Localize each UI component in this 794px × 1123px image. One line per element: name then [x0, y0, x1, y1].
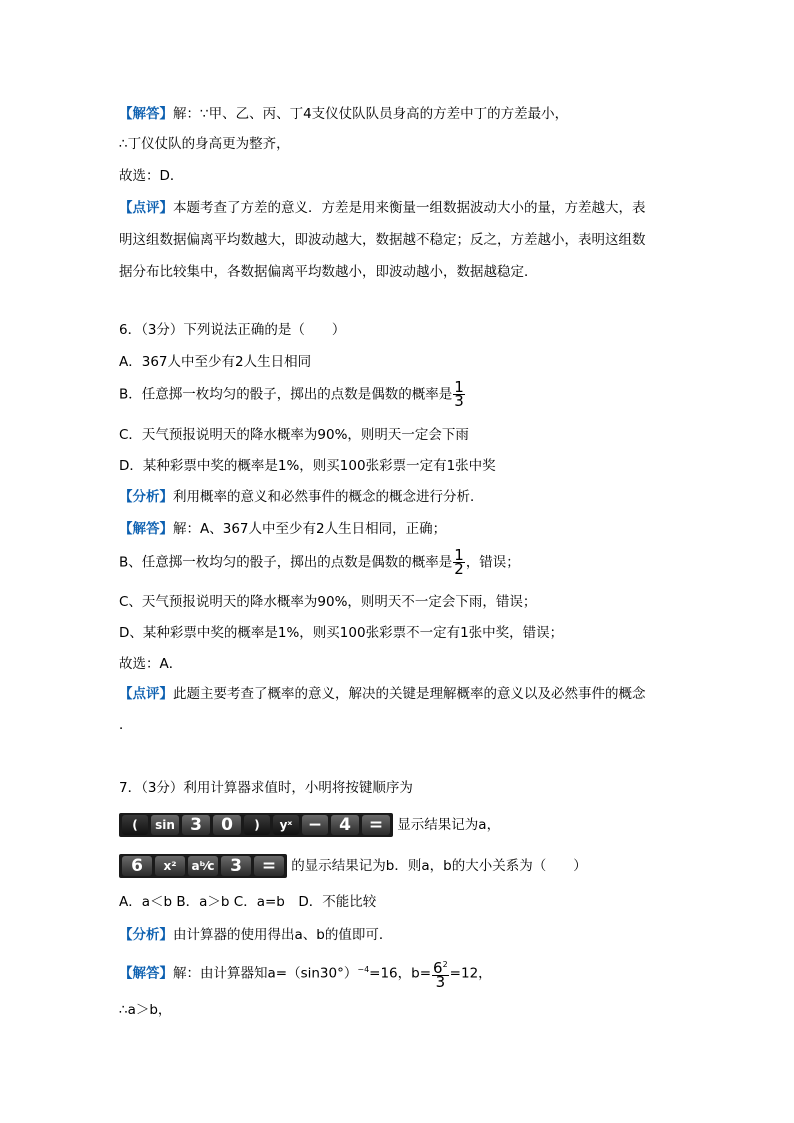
q6-answer-line5: 故选：A．: [119, 656, 183, 672]
q6-review-line1: [119, 684, 646, 704]
fraction-denominator: 3: [435, 973, 446, 991]
q6-review-text1: 此题主要考查了概率的意义，解决的关键是理解概率的意义以及必然事件的概念: [173, 686, 646, 702]
exponent: −4: [357, 965, 370, 974]
q6-answer-text1: 解：A、367人中至少有2人生日相同，正确；: [173, 521, 447, 537]
q7-keys-line2: [119, 852, 587, 880]
p5-answer-line3: 故选：D．: [119, 168, 184, 184]
p5-review-line2: 明这组数据偏离平均数越大，即波动越大，数据越不稳定；反之，方差越小，表明这组数: [119, 232, 646, 248]
q7-answer-line1: [119, 958, 492, 989]
fraction-numerator: 1: [454, 378, 464, 396]
p5-review-text1: 本题考查了方差的意义．方差是用来衡量一组数据波动大小的量，方差越大，表: [173, 200, 646, 216]
key-fraction: aᵇ⁄c: [188, 856, 218, 876]
q7-after-keys-1: 显示结果记为a，: [397, 817, 501, 833]
p5-answer-text1: 解：∵甲、乙、丙、丁4支仪仗队队员身高的方差中丁的方差最小，: [173, 106, 569, 122]
answer-tag: 【解答】: [119, 965, 173, 982]
p5-review-line1: [119, 198, 646, 218]
fraction-denominator: 3: [454, 392, 464, 410]
q6-answer-line1: [119, 519, 446, 539]
q6-option-a: A．367人中至少有2人生日相同: [119, 354, 312, 370]
key-left-paren: (: [122, 815, 148, 835]
q7-after-keys-2: 的显示结果记为b．则a，b的大小关系为（ ）: [291, 858, 587, 874]
key-equals: =: [362, 815, 390, 835]
q7-answer-text-b: =16，b=: [369, 965, 432, 982]
q6-analysis: [119, 487, 484, 507]
key-square: x²: [155, 856, 185, 876]
key-minus: −: [302, 815, 328, 835]
key-6: 6: [122, 856, 152, 876]
fraction-six-squared-over-three: [432, 958, 449, 989]
key-3: 3: [221, 856, 251, 876]
q7-answer-text-c: =12，: [449, 965, 492, 982]
key-sequence-1: [119, 813, 393, 837]
q7-analysis-text: 由计算器的使用得出a、b的值即可．: [173, 927, 393, 943]
key-equals: =: [254, 856, 284, 876]
q7-keys-line1: [119, 811, 500, 839]
review-tag: 【点评】: [119, 200, 173, 216]
key-3: 3: [182, 815, 210, 835]
p5-review-line3: 据分布比较集中，各数据偏离平均数越小，即波动越小，数据越稳定．: [119, 264, 538, 280]
numerator-base: 6: [433, 959, 443, 977]
q6-answer-text2: B、任意掷一枚均匀的骰子，掷出的点数是偶数的概率是: [119, 554, 453, 571]
q6-answer-line3: C、天气预报说明天的降水概率为90%，则明天不一定会下雨，错误；: [119, 594, 537, 610]
fraction-numerator: 1: [454, 546, 464, 564]
fraction-denominator: 2: [454, 560, 464, 578]
key-sequence-2: [119, 854, 287, 878]
q6-answer-line4: D、某种彩票中奖的概率是1%，则买100张彩票不一定有1张中奖，错误；: [119, 625, 564, 641]
q7-stem: 7．（3分）利用计算器求值时，小明将按键顺序为: [119, 780, 413, 796]
answer-tag: 【解答】: [119, 521, 173, 537]
key-sin: sin: [151, 815, 179, 835]
q6-stem: 6．（3分）下列说法正确的是（ ）: [119, 322, 346, 338]
q6-option-c: C．天气预报说明天的降水概率为90%，则明天一定会下雨: [119, 427, 469, 443]
q6-answer-text2b: ，错误；: [465, 554, 520, 571]
q6-option-b-text: B．任意掷一枚均匀的骰子，掷出的点数是偶数的概率是: [119, 386, 453, 403]
analysis-tag: 【分析】: [119, 489, 173, 505]
key-0: 0: [213, 815, 241, 835]
key-power: yˣ: [273, 815, 299, 835]
p5-answer-line2: ∴丁仪仗队的身高更为整齐，: [119, 136, 290, 152]
q7-answer-text-a: 解：由计算器知a=（sin30°）: [173, 965, 358, 982]
q7-analysis: [119, 925, 392, 945]
q6-review-line2: ．: [119, 717, 133, 733]
key-4: 4: [331, 815, 359, 835]
answer-tag: 【解答】: [119, 106, 173, 122]
review-tag: 【点评】: [119, 686, 173, 702]
q6-option-d: D．某种彩票中奖的概率是1%，则买100张彩票一定有1张中奖: [119, 458, 496, 474]
q7-options: A．a＜b B．a＞b C．a=b D．不能比较: [119, 894, 377, 910]
key-right-paren: ): [244, 815, 270, 835]
numerator-exponent: 2: [442, 960, 448, 969]
fraction-one-half: [453, 546, 465, 578]
fraction-one-third: [453, 378, 465, 410]
q6-option-b: [119, 378, 466, 410]
analysis-tag: 【分析】: [119, 927, 173, 943]
q6-analysis-text: 利用概率的意义和必然事件的概念的概念进行分析．: [173, 489, 484, 505]
p5-answer-line1: [119, 104, 568, 124]
q7-answer-line2: ∴a＞b，: [119, 1002, 172, 1018]
q6-answer-line2: [119, 546, 520, 578]
